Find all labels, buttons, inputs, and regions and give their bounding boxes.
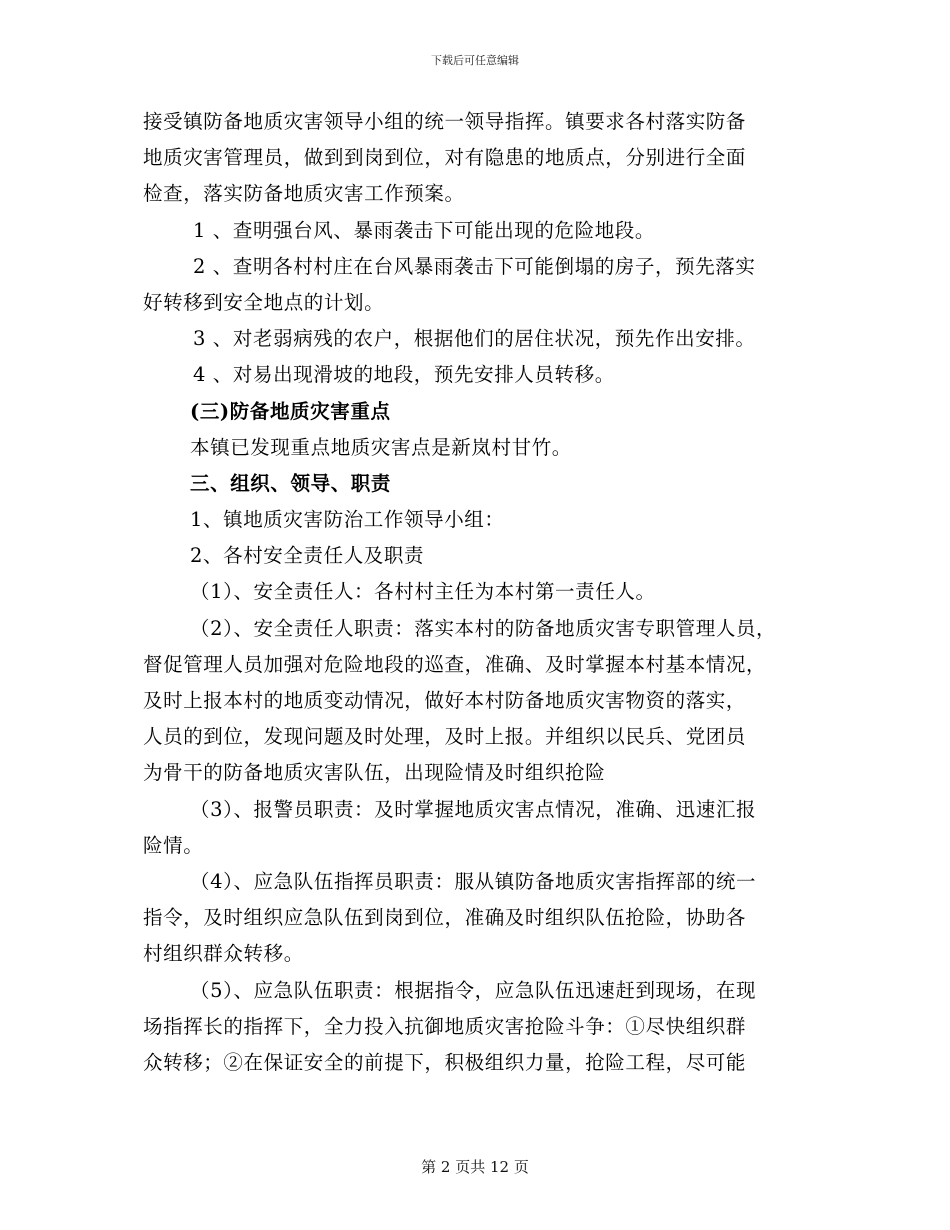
- list-item: （5）、应急队伍职责：根据指令，应急队伍迅速赶到现场，在现: [190, 978, 757, 1002]
- list-item: （1）、安全责任人：各村村主任为本村第一责任人。: [190, 580, 656, 604]
- page-header: 下载后可任意编辑: [431, 54, 519, 67]
- list-item: （4）、应急队伍指挥员职责：服从镇防备地质灾害指挥部的统一: [190, 869, 757, 893]
- paragraph-line: 指令，及时组织应急队伍到岗到位，准确及时组织队伍抢险，协助各: [143, 906, 747, 930]
- list-item: 1 、查明强台风、暴雨袭击下可能出现的危险地段。: [193, 218, 656, 242]
- paragraph-line: 人员的到位，发现问题及时处理，及时上报。并组织以民兵、党团员: [143, 725, 747, 749]
- list-item: 3 、对老弱病残的农户，根据他们的居住状况，预先作出安排。: [193, 327, 756, 351]
- paragraph-line: 好转移到安全地点的计划。: [143, 290, 385, 314]
- paragraph-line: 本镇已发现重点地质灾害点是新岚村甘竹。: [190, 435, 572, 459]
- paragraph-line: 为骨干的防备地质灾害队伍，出现险情及时组织抢险: [143, 761, 606, 785]
- list-item: 2、各村安全责任人及职责: [190, 544, 425, 568]
- list-item: （3）、报警员职责：及时掌握地质灾害点情况，准确、迅速汇报: [190, 797, 757, 821]
- paragraph-line: 督促管理人员加强对危险地段的巡查，准确、及时掌握本村基本情况，: [143, 652, 767, 676]
- list-item: 4 、对易出现滑坡的地段，预先安排人员转移。: [193, 363, 615, 387]
- paragraph-line: 及时上报本村的地质变动情况，做好本村防备地质灾害物资的落实，: [143, 689, 747, 712]
- paragraph-line: 险情。: [143, 833, 204, 857]
- paragraph-line: 场指挥长的指挥下，全力投入抗御地质灾害抢险斗争：①尽快组织群: [143, 1014, 747, 1038]
- list-item: 2 、查明各村村庄在台风暴雨袭击下可能倒塌的房子，预先落实: [193, 254, 756, 278]
- list-item: （2）、安全责任人职责：落实本村的防备地质灾害专职管理人员，: [190, 616, 777, 640]
- document-body: [143, 104, 811, 1081]
- page-number-footer: 第 2 页共 12 页: [421, 1158, 529, 1176]
- paragraph-line: 接受镇防备地质灾害领导小组的统一领导指挥。镇要求各村落实防备: [143, 110, 747, 133]
- paragraph-line: 检查，落实防备地质灾害工作预案。: [143, 182, 465, 206]
- paragraph-line: 众转移；②在保证安全的前提下，积极组织力量，抢险工程，尽可能: [143, 1050, 747, 1074]
- paragraph-line: 地质灾害管理员，做到到岗到位，对有隐患的地质点，分别进行全面: [143, 146, 747, 170]
- section-heading: 三、组织、领导、职责: [190, 471, 392, 495]
- list-item: 1、镇地质灾害防治工作领导小组：: [190, 508, 505, 532]
- section-heading: (三)防备地质灾害重点: [190, 399, 391, 423]
- paragraph-line: 村组织群众转移。: [143, 942, 304, 966]
